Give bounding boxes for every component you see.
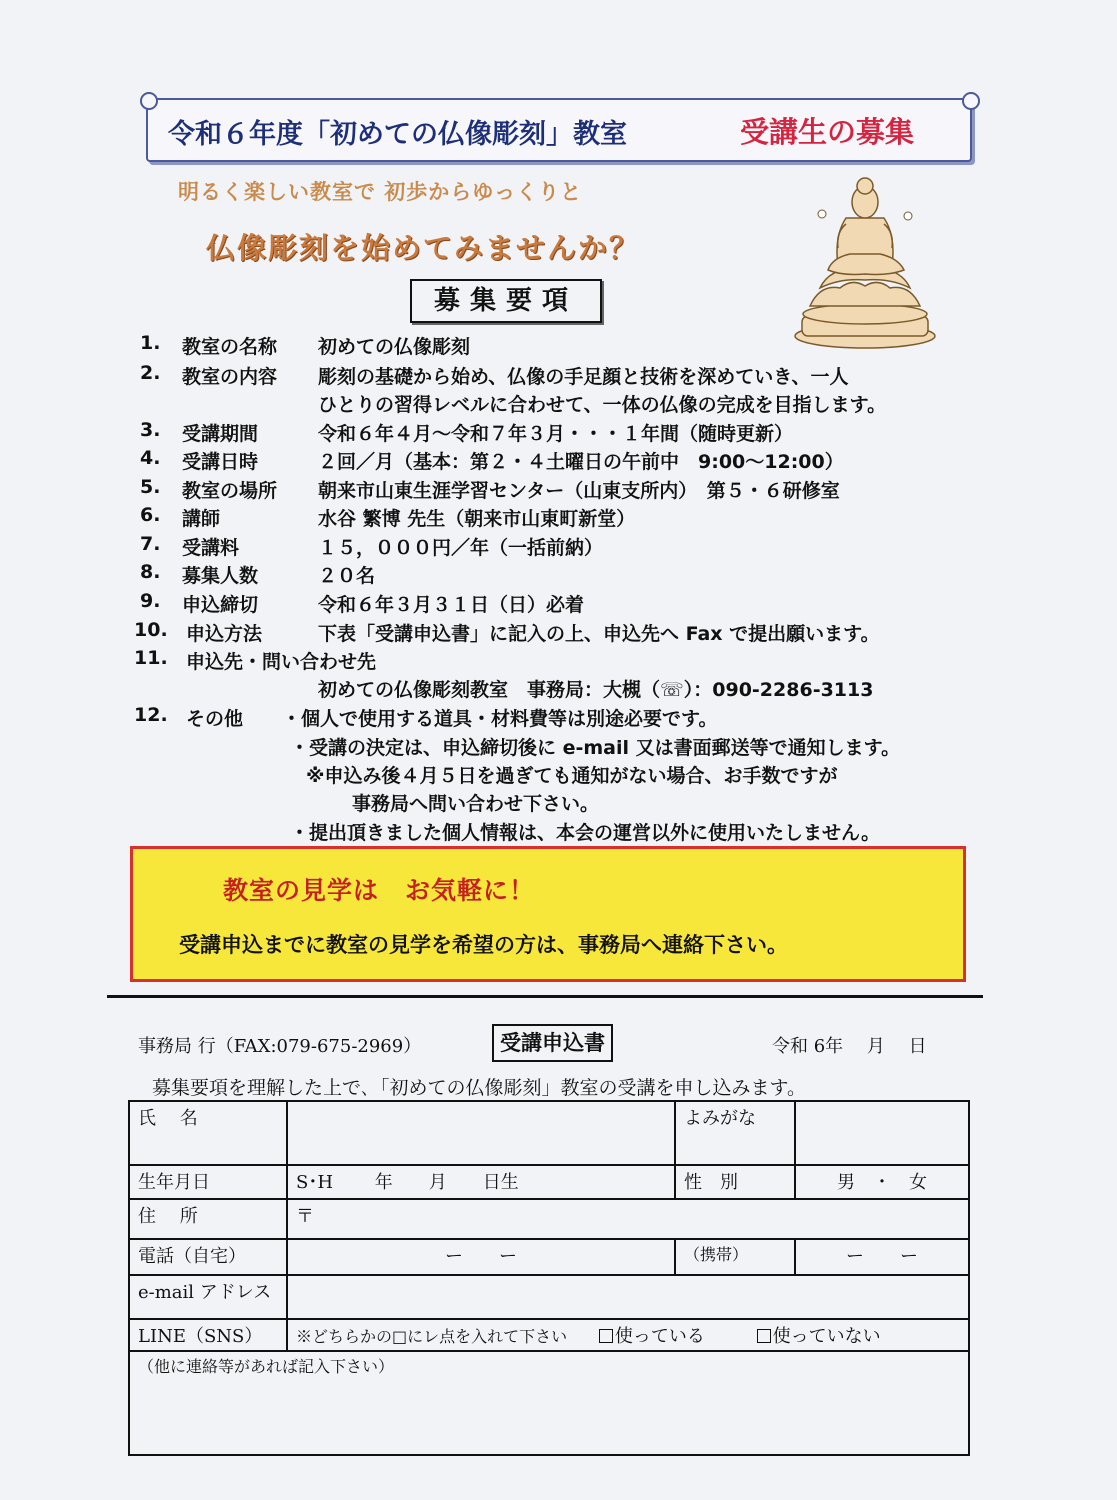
sex-field[interactable]: 男 ・ 女 — [795, 1165, 969, 1199]
form-row-other — [129, 1351, 969, 1455]
item-label: 申込先・問い合わせ先 — [186, 651, 377, 673]
item-label: その他 — [186, 708, 244, 730]
form-row-birth — [129, 1165, 969, 1199]
visit-notice-box — [130, 846, 966, 982]
checkbox-icon[interactable] — [599, 1329, 613, 1343]
yomi-field[interactable] — [795, 1101, 969, 1165]
form-row-line — [129, 1319, 969, 1351]
form-row-phone — [129, 1239, 969, 1275]
form-date: 令和 6年 月 日 — [772, 1036, 927, 1057]
item-label: 受講日時 — [182, 451, 259, 473]
item-label: 受講期間 — [182, 423, 259, 445]
item-label: 受講料 — [182, 537, 240, 559]
item-label: 教室の場所 — [182, 480, 278, 502]
item-number: 4. — [140, 447, 161, 469]
item-value: ２回／月（基本：第２・４土曜日の午前中 9:00～12:00） — [318, 451, 844, 473]
item-number: 10. — [134, 619, 168, 641]
divider — [107, 995, 983, 998]
line-option-no-label: 使っていない — [772, 1326, 881, 1347]
item-number: 5. — [140, 476, 161, 498]
other-note: ・受講の決定は、申込締切後に e-mail 又は書面郵送等で通知します。 — [290, 737, 901, 759]
line-note: ※どちらかの□にレ点を入れて下さい — [296, 1327, 568, 1346]
title-banner — [146, 98, 972, 162]
item-value: 初めての仏像彫刻 — [318, 336, 471, 358]
sex-label: 性 別 — [675, 1165, 795, 1199]
phone-label: 電話（自宅） — [129, 1239, 287, 1275]
subtitle-2: 仏像彫刻を始めてみませんか？ — [206, 231, 641, 265]
other-note: ・提出頂きました個人情報は、本会の運営以外に使用いたしません。 — [290, 822, 881, 844]
item-value: 令和６年３月３１日（日）必着 — [318, 594, 585, 616]
line-option-no[interactable] — [757, 1326, 881, 1347]
line-option-yes[interactable] — [599, 1326, 705, 1347]
name-field[interactable] — [287, 1101, 675, 1165]
name-label: 氏 名 — [129, 1101, 287, 1165]
item-value: 下表「受講申込書」に記入の上、申込先へ Fax で提出願います。 — [318, 623, 880, 645]
scroll-curl-left — [140, 92, 158, 110]
email-label: e-mail アドレス — [129, 1275, 287, 1319]
mobile-field[interactable]: ー ー — [795, 1239, 969, 1275]
item-value: ２０名 — [318, 565, 376, 587]
item-number: 7. — [140, 533, 161, 555]
other-note: ※申込み後４月５日を過ぎても通知がない場合、お手数ですが — [306, 765, 838, 787]
form-row-email — [129, 1275, 969, 1319]
birth-field[interactable]: S･H 年 月 日生 — [287, 1165, 675, 1199]
birth-label: 生年月日 — [129, 1165, 287, 1199]
scroll-curl-right — [962, 92, 980, 110]
item-value: 水谷 繁博 先生（朝来市山東町新堂） — [318, 508, 636, 530]
item-value: ・個人で使用する道具・材料費等は別途必要です。 — [282, 708, 718, 730]
item-label: 教室の名称 — [182, 336, 278, 358]
buddha-statue-icon — [790, 166, 940, 351]
notice-body: 受講申込までに教室の見学を希望の方は、事務局へ連絡下さい。 — [179, 933, 788, 957]
item-number: 9. — [140, 590, 161, 612]
item-label: 講師 — [182, 508, 221, 530]
item-label: 教室の内容 — [182, 366, 278, 388]
checkbox-icon[interactable] — [757, 1329, 771, 1343]
line-label: LINE（SNS） — [129, 1319, 287, 1351]
line-option-yes-label: 使っている — [614, 1326, 705, 1347]
contact-info: 初めての仏像彫刻教室 事務局：大槻（☏）：090-2286-3113 — [318, 679, 874, 701]
mobile-label: （携帯） — [675, 1239, 795, 1275]
subtitle-1: 明るく楽しい教室で 初歩からゆっくりと — [178, 180, 583, 204]
banner-highlight: 受講生の募集 — [740, 115, 915, 149]
item-number: 2. — [140, 362, 161, 384]
item-number: 3. — [140, 419, 161, 441]
banner-title: 令和６年度「初めての仏像彫刻」教室 — [168, 119, 627, 150]
form-row-name — [129, 1101, 969, 1165]
item-value: 彫刻の基礎から始め、仏像の手足顔と技術を深めていき、一人 — [318, 366, 849, 388]
item-number: 11. — [134, 647, 168, 669]
form-title: 受講申込書 — [492, 1024, 613, 1062]
item-label: 申込方法 — [186, 623, 263, 645]
item-label: 申込締切 — [182, 594, 259, 616]
address-label: 住 所 — [129, 1199, 287, 1239]
yomi-label: よみがな — [675, 1101, 795, 1165]
item-value-line2: ひとりの習得レベルに合わせて、一体の仏像の完成を目指します。 — [318, 394, 887, 416]
other-note: 事務局へ問い合わせ下さい。 — [352, 793, 600, 815]
item-value: １５，０００円／年（一括前納） — [318, 537, 604, 559]
item-number: 6. — [140, 504, 161, 526]
form-row-address — [129, 1199, 969, 1239]
item-label: 募集人数 — [182, 565, 259, 587]
address-field[interactable]: 〒 — [287, 1199, 969, 1239]
section-heading: 募集要項 — [410, 279, 602, 323]
item-number: 12. — [134, 704, 168, 726]
notice-title: 教室の見学は お気軽に！ — [223, 876, 536, 905]
item-number: 1. — [140, 332, 161, 354]
item-number: 8. — [140, 561, 161, 583]
application-form-table — [128, 1100, 970, 1456]
other-field[interactable]: （他に連絡等があれば記入下さい） — [129, 1351, 969, 1455]
item-value: 令和６年４月～令和７年３月・・・１年間（随時更新） — [318, 423, 794, 445]
item-value: 朝来市山東生涯学習センター（山東支所内） 第５・６研修室 — [318, 480, 840, 502]
fax-recipient: 事務局 行（FAX:079-675-2969） — [138, 1036, 422, 1057]
email-field[interactable] — [287, 1275, 969, 1319]
form-intro: 募集要項を理解した上で､「初めての仏像彫刻」教室の受講を申し込みます。 — [152, 1077, 806, 1099]
phone-field[interactable]: ー ー — [287, 1239, 675, 1275]
